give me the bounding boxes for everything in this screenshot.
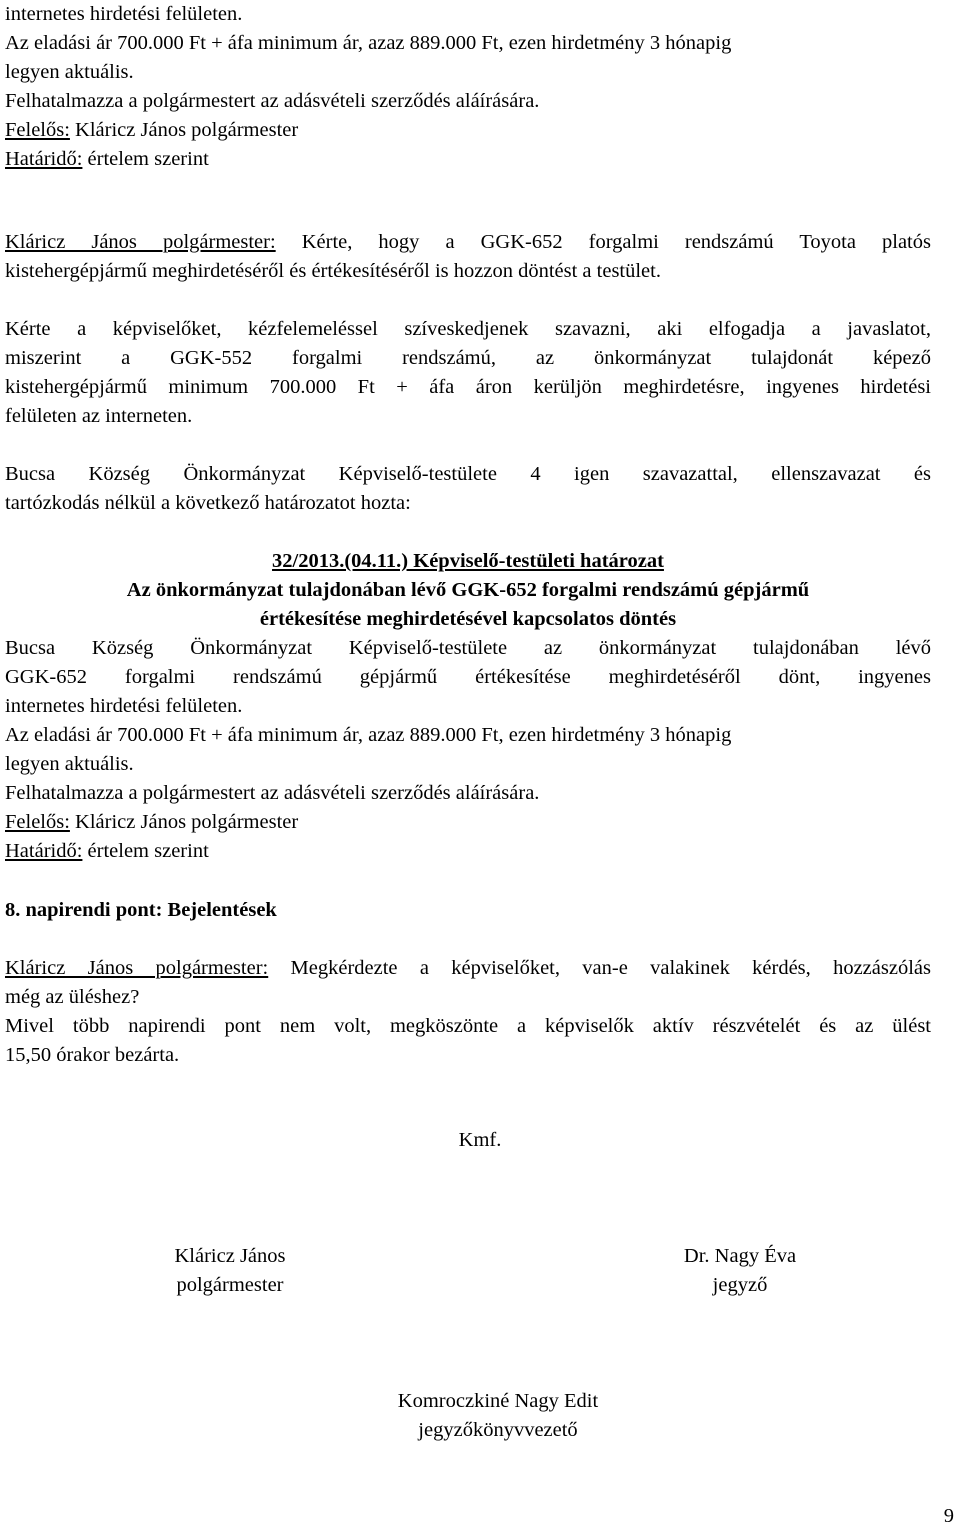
notary-title: jegyző <box>712 1274 768 1296</box>
resolution-deadline-value: értelem szerint <box>82 840 209 862</box>
para2-line-2 <box>5 344 931 373</box>
resolution-body-1 <box>5 634 931 663</box>
top-line-1: internetes hirdetési felületen. <box>5 3 243 25</box>
deadline-label: Határidő: <box>5 148 83 170</box>
resolution-plain-3: legyen aktuális. <box>5 753 134 775</box>
agenda8-line-1 <box>5 954 931 983</box>
resolution-responsible <box>5 808 931 837</box>
para1-line-1-text: Kérte, hogy a GGK-652 forgalmi rendszámú Toyota platós <box>275 231 931 253</box>
resolution-responsible-value: Kláricz János polgármester <box>69 811 299 833</box>
paragraph-vote-request <box>5 315 931 431</box>
resolution-title-1: Az önkormányzat tulajdonában lévő GGK-652 forgalmi rendszámú gépjármű <box>126 579 810 601</box>
para2-line-3 <box>5 373 931 402</box>
mayor-title: polgármester <box>176 1274 284 1296</box>
paragraph-mayor-request <box>5 228 931 286</box>
resolution-plain-4: Felhatalmazza a polgármestert az adásvételi szerződés aláírására. <box>5 782 540 804</box>
para1-line-2: kistehergépjármű meghirdetéséről és értékesítéséről is hozzon döntést a testület. <box>5 260 661 282</box>
para2-line-3-text: kistehergépjármű minimum 700.000 Ft + áfa áron kerüljön meghirdetésre, ingyenes hirdetési <box>5 376 931 398</box>
recorder-title: jegyzőkönyvvezető <box>418 1419 578 1441</box>
resolution-body-2 <box>5 663 931 692</box>
top-line-4: Felhatalmazza a polgármestert az adásvételi szerződés aláírására. <box>5 90 540 112</box>
top-continuation <box>5 0 931 174</box>
signature-mayor <box>130 1242 330 1300</box>
top-line-3: legyen aktuális. <box>5 61 134 83</box>
resolution-body-1-text: Bucsa Község Önkormányzat Képviselő-testülete az önkormányzat tulajdonában lévő <box>5 637 931 659</box>
responsible-value: Kláricz János polgármester <box>69 119 299 141</box>
signature-recorder <box>348 1387 648 1445</box>
agenda8-speaker: Kláricz János polgármester: <box>5 957 269 979</box>
para3-line-1-text: Bucsa Község Önkormányzat Képviselő-testülete 4 igen szavazattal, ellenszavazat és <box>5 463 931 485</box>
agenda-heading: 8. napirendi pont: Bejelentések <box>5 899 277 921</box>
agenda8-line-1-text: Megkérdezte a képviselőket, van-e valakinek kérdés, hozzászólás <box>268 957 931 979</box>
notary-name: Dr. Nagy Éva <box>683 1245 797 1267</box>
page-number: 9 <box>943 1505 954 1527</box>
agenda8-line-4: 15,50 órakor bezárta. <box>5 1044 180 1066</box>
para2-line-4: felületen az interneten. <box>5 405 193 427</box>
kmf-label: Kmf. <box>458 1129 502 1151</box>
paragraph-vote-result <box>5 460 931 518</box>
resolution-plain-1: internetes hirdetési felületen. <box>5 695 243 717</box>
signature-notary <box>640 1242 840 1300</box>
agenda-item-8 <box>5 896 931 925</box>
top-deadline <box>5 145 931 174</box>
para3-line-1 <box>5 460 931 489</box>
agenda8-line-3 <box>5 1012 931 1041</box>
para3-line-2: tartózkodás nélkül a következő határozatot hozta: <box>5 492 411 514</box>
agenda8-line-3-text: Mivel több napirendi pont nem volt, megköszönte a képviselők aktív részvételét és az ülést <box>5 1015 931 1037</box>
resolution-number: 32/2013.(04.11.) Képviselő-testületi határozat <box>272 550 664 572</box>
agenda8-line-2: még az üléshez? <box>5 986 140 1008</box>
resolution-title-2: értékesítése meghirdetésével kapcsolatos döntés <box>259 608 677 630</box>
top-responsible <box>5 116 931 145</box>
mayor-name: Kláricz János <box>174 1245 286 1267</box>
para1-line-1 <box>5 228 931 257</box>
resolution-plain-2: Az eladási ár 700.000 Ft + áfa minimum ár, azaz 889.000 Ft, ezen hirdetmény 3 hónapig <box>5 724 732 746</box>
responsible-label: Felelős: <box>5 119 70 141</box>
agenda-8-text <box>5 954 931 1070</box>
speaker-name: Kláricz János polgármester: <box>5 231 276 253</box>
resolution-body-2-text: GGK-652 forgalmi rendszámú gépjármű értékesítése meghirdetéséről dönt, ingyenes <box>5 666 931 688</box>
top-line-2: Az eladási ár 700.000 Ft + áfa minimum ár, azaz 889.000 Ft, ezen hirdetmény 3 hónapig <box>5 32 732 54</box>
resolution-deadline <box>5 837 931 866</box>
resolution-responsible-label: Felelős: <box>5 811 70 833</box>
recorder-name: Komroczkiné Nagy Edit <box>397 1390 599 1412</box>
deadline-value: értelem szerint <box>82 148 209 170</box>
para2-line-1 <box>5 315 931 344</box>
para2-line-1-text: Kérte a képviselőket, kézfelemeléssel szíveskedjenek szavazni, aki elfogadja a javaslatot, <box>5 318 931 340</box>
resolution-deadline-label: Határidő: <box>5 840 83 862</box>
para2-line-2-text: miszerint a GGK-552 forgalmi rendszámú, az önkormányzat tulajdonát képező <box>5 347 931 369</box>
resolution-block <box>5 547 931 866</box>
